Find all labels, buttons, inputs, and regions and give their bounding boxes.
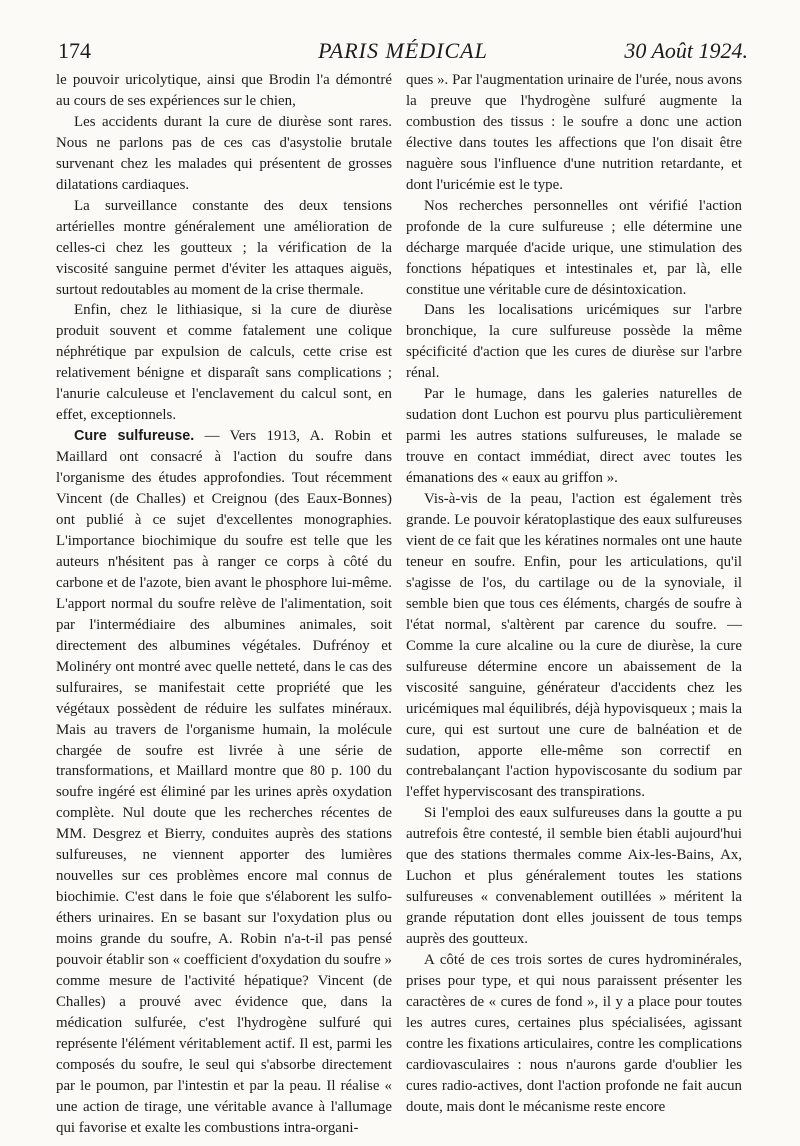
page-number: 174 (58, 38, 91, 63)
right-column (406, 70, 742, 1118)
paragraph: Les accidents durant la cure de diurèse sont rares. Nous ne parlons pas de ces cas d'asystolie brutale survenant chez les malades qui présentent de grosses dilatations cardiaques. (56, 113, 392, 193)
journal-title: PARIS MÉDICAL (318, 38, 488, 63)
paragraph: Dans les localisations uricémiques sur l'arbre bronchique, la cure sulfureuse possède la même spécificité d'action que les cures de diurèse sur l'arbre rénal. (406, 302, 742, 382)
paragraph: Nos recherches personnelles ont vérifié l'action profonde de la cure sulfureuse ; elle détermine une décharge marquée d'acide urique, une stimulation des fonctions hépatiques et intestinales et, par là, elle constitue une véritable cure de désintoxication. (406, 197, 742, 298)
paragraph: Par le humage, dans les galeries naturelles de sudation dont Luchon est pourvu plus particulièrement parmi les autres stations sulfureuses, le malade se trouve en contact immédiat, direct avec toutes les émanations des « eaux au griffon ». (406, 386, 742, 487)
issue-date: 30 Août 1924. (624, 38, 748, 63)
left-column (56, 70, 392, 1139)
paragraph-text: — Vers 1913, A. Robin et Maillard ont consacré à l'action du soufre dans l'organisme des études approfondies. Tout récemment Vincent (de Challes) et Creignou (des Eaux-Bonnes) ont publié à ce sujet d'excellentes monographies. L'importance biochimique du soufre est telle que les auteurs n'hésitent pas à ranger ce corps à côté du carbone et de l'azote, bien avant le phosphore lui-même. L'apport normal du soufre relève de l'alimentation, soit par l'intermédiaire des albumines animales, soit directement des albumines végétales. Dufrénoy et Molinéry ont montré avec quelle netteté, dans le cas des sulfuraires, se manifestait cette propriété que les végétaux possèdent de réduire les sulfates minéraux. Mais au travers de l'organisme humain, la molécule chargée de soufre est livrée à une série de transformations, et Maillard montre que 80 p. 100 du soufre ingéré est éliminé par les urines après oxydation complète. Nul doute que les recherches récentes de MM. Desgrez et Bierry, conduites auprès des stations sulfureuses, ne viennent apporter des lumières nouvelles sur ces problèmes encore mal connus de biochimie. C'est dans le foie que s'élaborent les sulfo-éthers urinaires. En se basant sur l'oxydation plus ou moins grande du soufre, A. Robin n'a-t-il pas pensé pouvoir établir son « coefficient d'oxydation du soufre » comme mesure de l'activité hépatique? Vincent (de Challes) a prouvé avec évidence que, dans la médication sulfurée, c'est l'hydrogène sulfuré qui représente l'élément véritablement actif. Il est, parmi les composés du soufre, le seul qui s'absorbe directement par le poumon, par l'intestin et par la peau. Il réalise « une action de tirage, une véritable avance à l'allumage qui favorise et exalte les combustions intra-organi- (56, 428, 392, 1136)
running-header (58, 38, 748, 68)
paragraph: Vis-à-vis de la peau, l'action est également très grande. Le pouvoir kératoplastique des eaux sulfureuses vient de ce fait que les kératines normales ont une haute teneur en soufre. Enfin, pour les articulations, qu'il s'agisse de l'os, du cartilage ou de la synoviale, il semble bien que tous ces éléments, chargés de soufre à l'état normal, s'altèrent par carence du soufre. — Comme la cure alcaline ou la cure de diurèse, la cure sulfureuse détermine encore un abaissement de la viscosité sanguine, générateur d'accidents chez les uricémiques mal équilibrés, déjà hypovisqueux ; mais la cure, qui est surtout une cure de balnéation et de sudation, apporte elle-même son correctif en contrebalançant l'action hypoviscosante du sodium par l'effet hyperviscosant des transpirations. (406, 491, 742, 801)
paragraph: A côté de ces trois sortes de cures hydrominérales, prises pour type, et qui nous paraissent présenter les caractères de « cures de fond », il y a place pour toutes les autres cures, certaines plus spécialisées, agissant contre les fixations articulaires, contre les complications cardiovasculaires : nous n'aurons garde d'oublier les cures radio-actives, dont l'action profonde ne fait aucun doute, mais dont le mécanisme reste encore (406, 952, 742, 1115)
paragraph-cure-sulfureuse (56, 426, 392, 1138)
paragraph: La surveillance constante des deux tensions artérielles montre généralement une amélioration de celles-ci chez les goutteux ; la vérification de la viscosité sanguine permet d'éviter les attaques aiguës, surtout redoutables au moment de la crise thermale. (56, 197, 392, 298)
paragraph: le pouvoir uricolytique, ainsi que Brodin l'a démontré au cours de ses expériences sur le chien, (56, 72, 392, 109)
paragraph: Enfin, chez le lithiasique, si la cure de diurèse produit souvent et comme fatalement une colique néphrétique par expulsion de calculs, cette crise est relativement bénigne et disparaît sans complications ; l'anurie calculeuse et l'enclavement du calcul sont, en effet, exceptionnels. (56, 302, 392, 424)
section-heading: Cure sulfureuse. (74, 428, 195, 445)
paragraph: ques ». Par l'augmentation urinaire de l'urée, nous avons la preuve que l'hydrogène sulfuré augmente la combustion des tissus : le soufre a donc une action élective dans toutes les affections que l'on disait être naguère sous l'influence d'une nutrition retardante, et dont l'uricémie est le type. (406, 72, 742, 193)
paragraph: Si l'emploi des eaux sulfureuses dans la goutte a pu autrefois être contesté, il semble bien établi aujourd'hui que des stations thermales comme Aix-les-Bains, Ax, Luchon et plus généralement toutes les stations sulfureuses « convenablement outillées » méritent la grande réputation dont elles jouissent de tous temps auprès des goutteux. (406, 805, 742, 948)
